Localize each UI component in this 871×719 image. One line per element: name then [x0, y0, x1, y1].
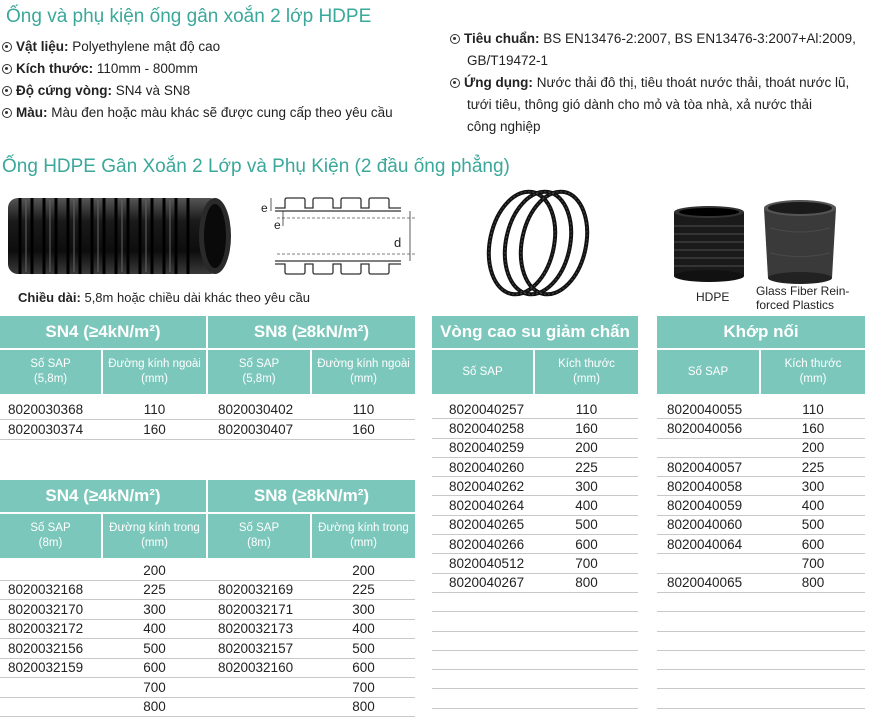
size-cell — [535, 593, 638, 611]
size-cell: 400 — [575, 498, 598, 514]
table-row: 8020032168 225 8020032169 225 — [0, 581, 415, 601]
sap-cell: 8020040258 — [449, 420, 525, 436]
sap-cell: 8020040260 — [449, 459, 525, 475]
inner-sn4-header: SN4 (≥4kN/m²) — [0, 480, 206, 512]
size-cell: 225 — [575, 459, 598, 475]
size-cell: 600 — [575, 536, 598, 552]
table-row: 8020032159 600 8020032160 600 — [0, 659, 415, 679]
table-row — [432, 458, 638, 477]
spec-list-left — [2, 36, 442, 124]
outer-sn8-dia-col: Đường kính ngoài (mm) — [312, 350, 415, 394]
table-row — [432, 516, 638, 535]
spec-application-line3: công nghiệp — [467, 119, 541, 134]
sap-cell: 8020040056 — [667, 420, 743, 436]
table-row — [432, 574, 638, 593]
table-row: 700 700 — [0, 678, 415, 698]
spec-standard: Tiêu chuẩn: BS EN13476-2:2007, BS EN13476-3:2007+Al:2009, — [450, 28, 868, 50]
sap-cell: 8020040512 — [449, 556, 525, 572]
size-cell — [535, 612, 638, 630]
inner-sn8-sap-col: Số SAP (8m) — [208, 514, 310, 558]
hdpe-coupling-image — [664, 204, 754, 288]
size-cell — [761, 651, 865, 669]
table-row — [657, 458, 865, 477]
size-cell: 160 — [801, 420, 825, 436]
spec-size: Kích thước: 110mm - 800mm — [2, 58, 442, 80]
table-row — [432, 439, 638, 458]
table-row — [432, 477, 638, 496]
coupling-sap-col: Số SAP — [657, 350, 759, 394]
section-title: Ống HDPE Gân Xoắn 2 Lớp và Phụ Kiện (2 đầu ống phẳng) — [2, 156, 510, 177]
table-row: 8020032172 400 8020032173 400 — [0, 620, 415, 640]
outer-sn4-sap-col: Số SAP (5,8m) — [0, 350, 101, 394]
outer-sn4-dia-col: Đường kính ngoài (mm) — [103, 350, 206, 394]
size-cell — [535, 670, 638, 688]
spec-application-line2: tưới tiêu, thông gió dành cho mỏ và tòa nhà, xả nước thải — [467, 97, 812, 112]
table-row — [657, 439, 865, 458]
spec-material: Vật liệu: Polyethylene mật độ cao — [2, 36, 442, 58]
table-row — [432, 670, 638, 689]
table-row — [432, 690, 638, 709]
size-cell: 500 — [801, 517, 825, 533]
table-row: 8020030368 110 8020030402 110 — [0, 400, 415, 420]
size-cell: 110 — [802, 401, 824, 417]
inner-sn4-dia-col: Đường kính trong (mm) — [103, 514, 206, 558]
table-row: 8020032156 500 8020032157 500 — [0, 639, 415, 659]
table-row — [657, 477, 865, 496]
table-row — [657, 535, 865, 554]
size-cell: 225 — [801, 459, 825, 475]
length-caption: Chiều dài: 5,8m hoặc chiều dài khác theo yêu cầu — [18, 290, 310, 305]
bullet-icon — [450, 78, 460, 88]
size-cell: 500 — [575, 517, 598, 533]
sap-cell: 8020040266 — [449, 536, 525, 552]
size-cell: 600 — [801, 536, 825, 552]
sap-cell: 8020040065 — [667, 575, 743, 591]
size-cell — [761, 670, 865, 688]
sap-cell: 8020040060 — [667, 517, 743, 533]
size-cell: 400 — [801, 498, 825, 514]
size-cell: 800 — [575, 575, 598, 591]
table-row — [657, 593, 865, 612]
gasket-header: Vòng cao su giảm chấn — [432, 316, 638, 348]
size-cell: 110 — [575, 401, 598, 417]
table-row — [432, 651, 638, 670]
table-row — [657, 419, 865, 438]
table-row — [657, 651, 865, 670]
bullet-icon — [2, 108, 12, 118]
size-cell: 800 — [801, 575, 825, 591]
table-row: 200 200 — [0, 561, 415, 581]
gfrp-caption: Glass Fiber Rein- forced Plastics — [756, 284, 850, 312]
spec-list-right — [450, 28, 868, 138]
page-title: Ống và phụ kiện ống gân xoắn 2 lớp HDPE — [6, 6, 372, 27]
rubber-rings-image — [460, 188, 610, 298]
table-row — [657, 632, 865, 651]
outer-sn4-header: SN4 (≥4kN/m²) — [0, 316, 206, 348]
table-row — [432, 400, 638, 419]
sap-cell: 8020040057 — [667, 459, 743, 475]
table-row — [432, 419, 638, 438]
sap-cell: 8020040059 — [667, 498, 743, 514]
size-cell: 300 — [575, 478, 598, 494]
gfrp-coupling-image — [760, 198, 840, 286]
coupling-size-col: Kích thước (mm) — [761, 350, 865, 394]
spec-standard-line2: GB/T19472-1 — [467, 53, 549, 68]
outer-sn8-sap-col: Số SAP (5,8m) — [208, 350, 310, 394]
diagram-label-e1: e — [274, 218, 281, 232]
inner-sn4-sap-col: Số SAP (8m) — [0, 514, 101, 558]
hdpe-caption: HDPE — [696, 290, 730, 304]
gasket-size-col: Kích thước (mm) — [535, 350, 638, 394]
size-cell — [761, 632, 865, 650]
gasket-sap-col: Số SAP — [432, 350, 533, 394]
sap-cell: 8020040259 — [449, 440, 525, 456]
coupling-header: Khớp nối — [657, 316, 865, 348]
table-row — [432, 535, 638, 554]
bullet-icon — [450, 34, 460, 44]
diagram-label-e: e — [261, 201, 268, 215]
size-cell — [535, 690, 638, 708]
table-row — [432, 554, 638, 573]
table-row: 800 800 — [0, 698, 415, 718]
sap-cell: 8020040058 — [667, 478, 743, 494]
size-cell — [761, 690, 865, 708]
size-cell: 700 — [801, 556, 825, 572]
size-cell: 300 — [801, 478, 825, 494]
spec-application: Ứng dụng: Nước thải đô thị, tiêu thoát nước thải, thoát nước lũ, — [450, 72, 868, 94]
size-cell: 160 — [575, 420, 598, 436]
table-row — [657, 690, 865, 709]
table-row — [432, 632, 638, 651]
size-cell — [535, 651, 638, 669]
table-row — [432, 593, 638, 612]
sap-cell: 8020040264 — [449, 498, 525, 514]
diagram-label-d: d — [394, 235, 402, 250]
size-cell — [761, 593, 865, 611]
table-row — [657, 612, 865, 631]
size-cell — [761, 612, 865, 630]
sap-cell: 8020040257 — [449, 401, 525, 417]
spec-stiffness: Độ cứng vòng: SN4 và SN8 — [2, 80, 442, 102]
size-cell — [535, 632, 638, 650]
table-row — [657, 497, 865, 516]
outer-sn8-header: SN8 (≥8kN/m²) — [208, 316, 415, 348]
table-row — [657, 670, 865, 689]
bullet-icon — [2, 42, 12, 52]
sap-cell: 8020040055 — [667, 401, 743, 417]
sap-cell: 8020040267 — [449, 575, 525, 591]
inner-sn8-dia-col: Đường kính trong (mm) — [312, 514, 415, 558]
bullet-icon — [2, 64, 12, 74]
table-row: 8020032170 300 8020032171 300 — [0, 600, 415, 620]
size-cell: 200 — [801, 440, 825, 456]
table-row — [657, 554, 865, 573]
sap-cell: 8020040262 — [449, 478, 525, 494]
spec-color: Màu: Màu đen hoặc màu khác sẽ được cung cấp theo yêu cầu — [2, 102, 442, 124]
table-row — [432, 497, 638, 516]
bullet-icon — [2, 86, 12, 96]
table-row — [657, 574, 865, 593]
sap-cell: 8020040064 — [667, 536, 743, 552]
size-cell: 700 — [575, 556, 598, 572]
sap-cell: 8020040265 — [449, 517, 525, 533]
table-row — [657, 516, 865, 535]
inner-sn8-header: SN8 (≥8kN/m²) — [208, 480, 415, 512]
corrugated-pipe-image — [0, 190, 240, 282]
table-row: 8020030374 160 8020030407 160 — [0, 420, 415, 440]
table-row — [657, 400, 865, 419]
table-row — [432, 612, 638, 631]
size-cell: 200 — [575, 440, 598, 456]
